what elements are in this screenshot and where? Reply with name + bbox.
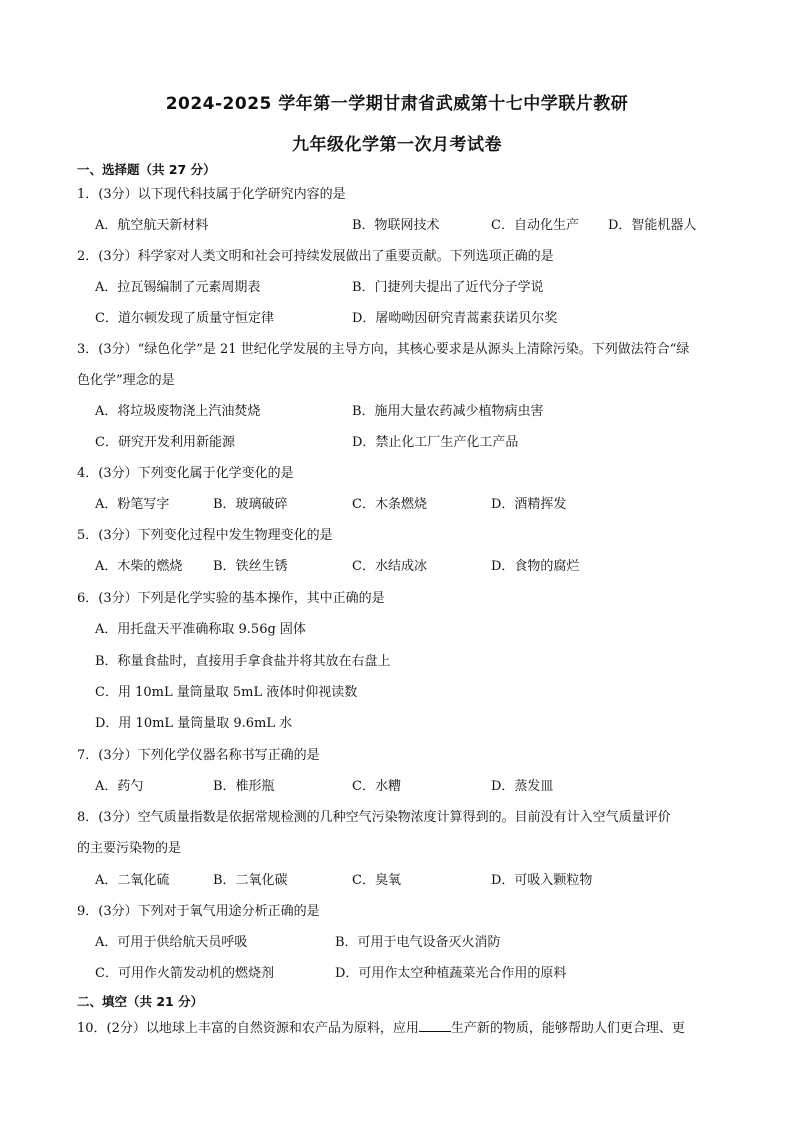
question-2-option-a: A．拉瓦锡编制了元素周期表 (95, 280, 261, 295)
question-8-stem-line-2: 的主要污染物的是 (77, 841, 182, 856)
question-3-option-c: C．研究开发利用新能源 (95, 435, 235, 450)
question-2-option-d: D．屠呦呦因研究青蒿素获诺贝尔奖 (352, 311, 558, 326)
question-6-stem: 6．(3分）下列是化学实验的基本操作，其中正确的是 (77, 591, 385, 606)
question-7-option-b: B．椎形瓶 (213, 779, 275, 794)
answer-blank[interactable] (419, 1018, 451, 1032)
question-9-option-a: A．可用于供给航天员呼吸 (95, 935, 248, 950)
question-2-option-b: B．门捷列夫提出了近代分子学说 (352, 280, 544, 295)
section-heading-fill: 二、填空（共 21 分） (77, 994, 204, 1009)
question-4-option-d: D．酒精挥发 (491, 497, 567, 512)
question-9-option-b: B．可用于电气设备灭火消防 (335, 935, 501, 950)
question-1-option-c: C．自动化生产 (491, 218, 579, 233)
question-1-stem: 1．(3分）以下现代科技属于化学研究内容的是 (77, 187, 346, 202)
question-4-option-a: A．粉笔写字 (95, 497, 170, 512)
exam-title-line-2: 九年级化学第一次月考试卷 (292, 135, 502, 155)
question-2-stem: 2．(3分）科学家对人类文明和社会可持续发展做出了重要贡献。下列选项正确的是 (77, 249, 554, 264)
question-6-option-b: B．称量食盐时，直接用手拿食盐并将其放在右盘上 (95, 654, 391, 669)
question-6-option-a: A．用托盘天平准确称取 9.56g 固体 (95, 622, 306, 637)
question-8-option-d: D．可吸入颗粒物 (491, 873, 593, 888)
question-7-option-c: C．水糟 (352, 779, 401, 794)
question-9-stem: 9．(3分）下列对于氧气用途分析正确的是 (77, 904, 320, 919)
question-1-option-a: A．航空航天新材料 (95, 218, 209, 233)
question-3-stem-line-1: 3．(3分）“绿色化学”是 21 世纪化学发展的主导方向，其核心要求是从源头上清除污染。下列做法符合“绿 (77, 342, 690, 357)
question-8-option-b: B．二氧化碳 (213, 873, 288, 888)
question-2-option-c: C．道尔顿发现了质量守恒定律 (95, 311, 274, 326)
question-6-option-d: D．用 10mL 量筒量取 9.6mL 水 (95, 716, 293, 731)
question-10-text-before: 10．(2分）以地球上丰富的自然资源和农产品为原料，应用 (77, 1021, 419, 1036)
question-8-option-a: A．二氧化硫 (95, 873, 170, 888)
question-4-stem: 4．(3分）下列变化属于化学变化的是 (77, 466, 294, 481)
question-1-option-b: B．物联网技术 (352, 218, 440, 233)
question-8-option-c: C．臭氧 (352, 873, 401, 888)
question-7-option-a: A．药勺 (95, 779, 144, 794)
question-5-option-d: D．食物的腐烂 (491, 559, 580, 574)
question-8-stem-line-1: 8．(3分）空气质量指数是依据常规检测的几种空气污染物浓度计算得到的。目前没有计入空气质量评价 (77, 810, 671, 825)
question-10-text-after: 生产新的物质，能够帮助人们更合理、更 (450, 1021, 685, 1036)
exam-title-line-1: 2024-2025 学年第一学期甘肃省武威第十七中学联片教研 (165, 94, 629, 114)
question-10-stem (77, 1018, 685, 1038)
question-3-option-b: B．施用大量农药减少植物病虫害 (352, 404, 544, 419)
question-5-option-b: B．铁丝生锈 (213, 559, 288, 574)
question-3-option-d: D．禁止化工厂生产化工产品 (352, 435, 519, 450)
question-3-stem-line-2: 色化学”理念的是 (77, 373, 175, 388)
question-5-option-c: C．水结成冰 (352, 559, 427, 574)
question-7-stem: 7．(3分）下列化学仪器名称书写正确的是 (77, 748, 320, 763)
question-9-option-d: D．可用作太空种植蔬菜光合作用的原料 (335, 966, 567, 981)
question-7-option-d: D．蒸发皿 (491, 779, 554, 794)
question-5-stem: 5．(3分）下列变化过程中发生物理变化的是 (77, 528, 333, 543)
question-9-option-c: C．可用作火箭发动机的燃烧剂 (95, 966, 274, 981)
question-5-option-a: A．木柴的燃烧 (95, 559, 183, 574)
question-6-option-c: C．用 10mL 量筒量取 5mL 液体时仰视读数 (95, 685, 358, 700)
section-heading-choice: 一、选择题（共 27 分） (77, 162, 216, 177)
question-4-option-b: B．玻璃破碎 (213, 497, 288, 512)
question-3-option-a: A．将垃圾废物浇上汽油焚烧 (95, 404, 261, 419)
question-4-option-c: C．木条燃烧 (352, 497, 427, 512)
question-1-option-d: D．智能机器人 (608, 218, 697, 233)
